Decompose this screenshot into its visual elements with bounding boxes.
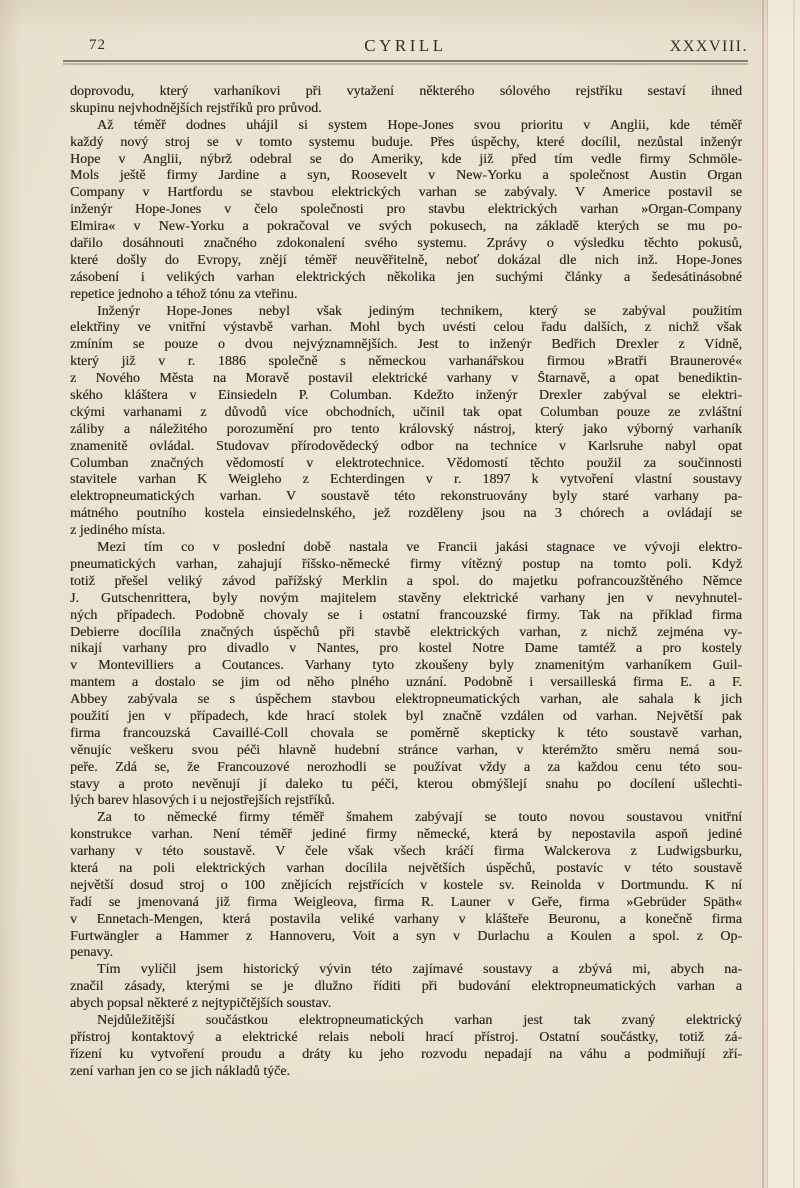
header-rule (63, 60, 748, 62)
text-line: Furtwängler a Hammer z Hannoveru, Voit a syn v Durlachu a Koulen a spol. z Op- (70, 928, 742, 944)
text-line: ckými varhanami z důvodů více obchodních, učinil tak opat Columban pouze ze zvláštní (70, 404, 742, 420)
volume-number: XXXVIII. (669, 38, 748, 55)
paragraph (70, 118, 742, 304)
text-line: Tím vylíčil jsem historický vývin této zajímavé soustavy a zbývá mi, abych na- (97, 962, 742, 978)
text-line: použití jen v případech, kde hrací stolek byl značně vzdálen od varhan. Největší pak (70, 708, 742, 724)
text-line: skupinu nejvhodnějších rejstříků pro průvod. (70, 100, 322, 116)
text-line: mantem a dostalo se jim od něho plného uznání. Podobně i versailleská firma E. a F. (70, 675, 742, 691)
text-line: ných případech. Podobně chovaly se i ostatní francouzské firmy. Tak na příklad firma (70, 607, 742, 623)
text-line: penavy. (70, 945, 114, 961)
text-line: doprovodu, který varhaníkovi při vytažení některého sólového rejstříku sestaví ihned (70, 84, 742, 99)
text-line: peře. Zdá se, že Francouzové nerozhodli se používat vždy a za každou cenu této sou- (70, 759, 742, 775)
paragraph (70, 304, 742, 540)
text-line: repetice jednoho a téhož tónu za vteřinu. (70, 286, 298, 302)
text-line: konstrukce varhan. Není téměř jediné firmy německé, která by nepostavila aspoň jediné (70, 827, 742, 843)
text-line: J. Gutschenrittera, byly novým majitelem stavěny elektrické varhany jen v nevyhnutel- (70, 590, 742, 606)
text-line: Company v Hartfordu se stavbou elektrických varhan se zabývaly. V Americe postavil se (70, 185, 742, 201)
text-line: nikají varhany pro divadlo v Nantes, pro kostel Notre Dame tamtéž a pro kostely (70, 641, 742, 657)
text-line: každý nový stroj se v tomto systemu buduje. Přes úspěchy, které docílil, nezůstal inženýr (70, 134, 742, 150)
text-line: Debierre docílila značných úspěchů při stavbě elektrických varhan, z nichž zejména vy- (70, 624, 742, 640)
body-text (70, 84, 742, 1081)
text-line: v Ennetach-Mengen, která postavila veliké varhany v klášteře Beuronu, a konečně firma (70, 911, 742, 927)
text-line: Mezi tím co v poslední době nastala ve Francii jakási stagnace ve vývoji elektro- (97, 540, 742, 556)
text-line: dařilo dosáhnouti značného zdokonalení svého systemu. Zprávy o výsledku těchto pokusů, (70, 236, 742, 252)
text-line: Inženýr Hope-Jones nebyl však jediným technikem, který se zabýval použitím (97, 303, 742, 319)
text-line: přístroj kontaktový a elektrické relais neboli hrací přístroj. Ostatní součástky, totiž zá- (70, 1029, 742, 1045)
text-line: který již v r. 1886 společně s německou varhanářskou firmou »Bratři Braunerové« (70, 354, 742, 370)
journal-title: CYRILL (364, 36, 447, 55)
text-line: varhany v této soustavě. V čele však všech kráčí firma Walckerova z Ludwigsburku, (70, 844, 742, 860)
paragraph (70, 810, 742, 962)
text-line: stavy a proto nevěnují jí daleko tu péči, kterou obmýšlejí snahu po docílení ušlechti- (70, 776, 742, 792)
text-line: které došly do Evropy, znějí téměř neuvěřitelně, neboť dokázal dle nich inž. Hope-Jones (70, 252, 742, 268)
text-line: Elmira« v New-Yorku a pokračoval ve svých pokusech, na základě kterých se mu po- (70, 219, 742, 235)
text-line: Abbey zabývala se s úspěchem stavbou elektropneumatických varhan, ale sahala k jich (70, 692, 742, 708)
page-number: 72 (89, 37, 106, 53)
paragraph (70, 540, 742, 810)
text-line: největší dosud stroj o 100 znějících rejstřících v kostele sv. Reinolda v Dortmundu. K ní (70, 877, 742, 893)
paragraph (70, 962, 742, 1013)
text-line: firma francouzská Cavaillé-Coll chovala se poměrně skepticky k této soustavě varhan, (70, 725, 742, 741)
text-line: mátného poutního kostela einsiedelnského, jež rozděleny jsou na 3 chórech a ovládají se (70, 506, 742, 522)
text-line: která na poli elektrických varhan docílila největších úspěchů, postavíc v této soustavě (70, 860, 742, 876)
text-line: zmíním se pouze o dvou nejvýznamnějších. Jest to inženýr Bedřich Drexler z Vídně, (70, 337, 742, 353)
text-line: z jediného místa. (70, 523, 166, 539)
text-line: Nejdůležitější součástkou elektropneumatických varhan jest tak zvaný elektrický (97, 1012, 742, 1028)
text-line: zásobení i velikých varhan elektrických několika jen suchými články a šedesátinásobné (70, 269, 742, 285)
text-line: zení varhan jen co se jich nákladů týče. (70, 1063, 291, 1079)
text-line: ského kláštera v Einsiedeln P. Columban. Kdežto inženýr Drexler zabýval se elektri- (70, 388, 742, 404)
text-line: stavitele varhan K Weigleho z Echterdingen v r. 1897 k vytvoření vlastní soustavy (70, 472, 742, 488)
page-header (63, 34, 748, 68)
page-edge-band (768, 0, 800, 1188)
text-line: Za to německé firmy téměř šmahem zabývají se touto novou soustavou vnitřní (97, 810, 742, 826)
text-line: totiž přešel veliký závod pařížský Merklin a spol. do majetku pofrancouzštěného Němce (70, 573, 742, 589)
text-line: znamenitě ovládal. Studovav přírodovědecký odbor na technice v Karlsruhe nabyl opat (70, 438, 742, 454)
text-line: Mols ještě firmy Jardine a syn, Roosevelt v New-Yorku a společnost Austin Organ (70, 168, 742, 184)
text-line: řadí se jmenovaná již firma Weigleova, firma R. Launer v Geře, firma »Gebrüder Späth« (70, 894, 742, 910)
text-line: pneumatických varhan, zahajují říšsko-německé firmy vítězný postup na tomto poli. Když (70, 556, 742, 572)
text-line: z Nového Města na Moravě postavil elektrické varhany v Štarnavě, a opat benediktin- (70, 371, 742, 387)
text-line: řízení ku vytvoření proudu a dráty ku jeho rozvodu nepadají na váhu a podmiňují zří- (70, 1046, 742, 1062)
text-line: věnujíc veškeru svou péči hlavně hudební stránce varhan, v kterémžto směru nemá sou- (70, 742, 742, 758)
text-line: Columban značných vědomostí v elektrotechnice. Vědomostí těchto použil za součinnosti (70, 455, 742, 471)
text-line: inženýr Hope-Jones v čelo společnosti pro stavbu elektrických varhan »Organ-Company (70, 202, 742, 218)
text-line: v Montevilliers a Coutances. Varhany tyto zkoušeny byly znamenitým varhaníkem Guil- (70, 658, 742, 674)
paragraph (70, 84, 742, 118)
paragraph (70, 1013, 742, 1081)
text-line: Až téměř dodnes uhájil si system Hope-Jones svou prioritu v Anglii, kde téměř (97, 117, 742, 133)
text-line: elektřiny ve vnitřní výstavbě varhan. Mohl bych uvésti celou řadu dalších, z nichž však (70, 320, 742, 336)
page-edge-line (762, 0, 764, 1188)
text-line: značil zásady, kterými se je dlužno říditi při budování elektropneumatických varhan a (70, 979, 742, 995)
page-edge-line (767, 0, 768, 1188)
page-edge-line (793, 0, 795, 1188)
text-line: lých barev hlasových i u nejostřejších rejstříků. (70, 793, 335, 809)
text-line: záliby a náležitého porozumění pro tento královský nástroj, který jako výborný varhaník (70, 421, 742, 437)
text-line: abych popsal některé z nejtypičtějších soustav. (70, 996, 332, 1012)
text-line: Hope v Anglii, nýbrž odebral se do Ameriky, kde již před tím vedle firmy Schmöle- (70, 151, 742, 167)
text-line: elektropneumatických varhan. V soustavě této rekonstruovány byly staré varhany pa- (70, 489, 742, 505)
